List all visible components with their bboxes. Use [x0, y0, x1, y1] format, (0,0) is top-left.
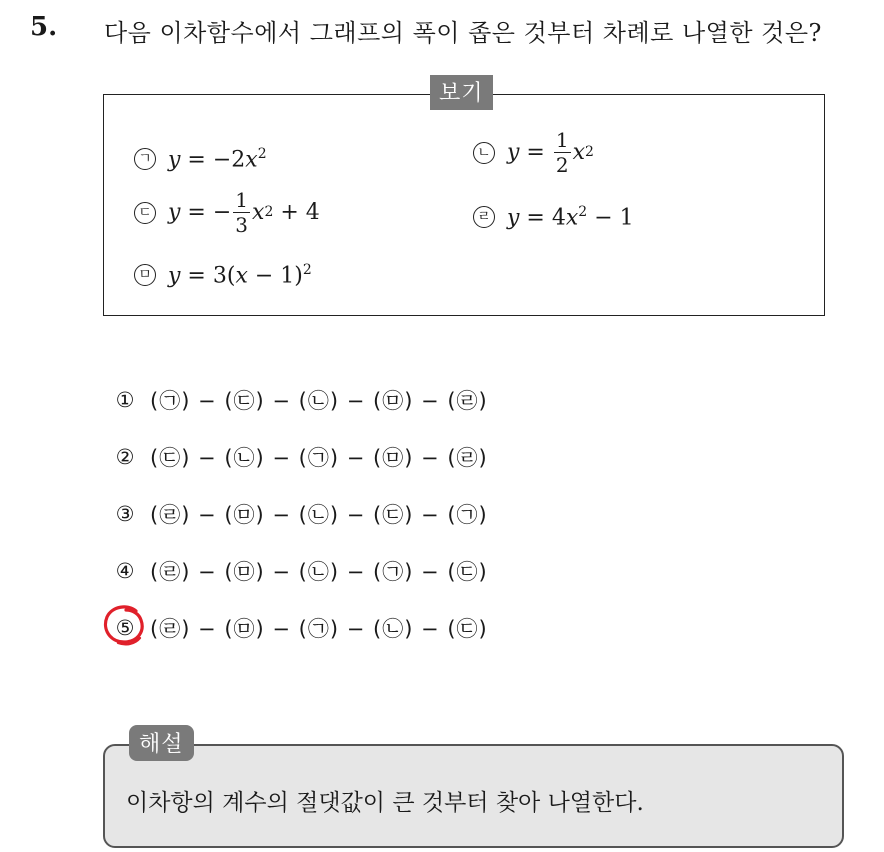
choice-sequence: (㉠) − (㉢) − (㉡) − (㉤) − (㉣) [150, 389, 488, 413]
bogi-item-nieun: ㄴ y = $\frac{1}{2}$ x 2 [473, 130, 594, 175]
bogi-title: 보기 [430, 75, 493, 110]
marker-digeut: ㄷ [134, 202, 156, 224]
choice-4[interactable] [112, 556, 488, 586]
bogi-item-rieul: ㄹ $y = 4x^2 - 1$ [473, 204, 634, 230]
explanation-title: 해설 [129, 725, 194, 761]
choice-number: ⑤ [115, 616, 135, 640]
choice-sequence: (㉢) − (㉡) − (㉠) − (㉤) − (㉣) [150, 446, 488, 470]
choice-number: ③ [115, 502, 135, 526]
question-text: 다음 이차함수에서 그래프의 폭이 좁은 것부터 차례로 나열한 것은? [104, 19, 822, 47]
choice-sequence: (㉣) − (㉤) − (㉠) − (㉡) − (㉢) [150, 617, 488, 641]
marker-nieun: ㄴ [473, 142, 495, 164]
choice-1[interactable] [112, 385, 488, 415]
choice-number: ② [115, 445, 135, 469]
choice-number: ④ [115, 559, 135, 583]
bogi-item-digeut: ㄷ y = − $\frac{1}{3}$ x 2 + 4 [134, 190, 320, 235]
choice-5[interactable] [112, 613, 488, 643]
choice-sequence: (㉣) − (㉤) − (㉡) − (㉠) − (㉢) [150, 560, 488, 584]
marker-mieum: ㅁ [134, 264, 156, 286]
bogi-item-mieum: ㅁ $y = 3(x - 1)^2$ [134, 262, 312, 288]
choice-number: ① [115, 388, 135, 412]
explanation-text: 이차항의 계수의 절댓값이 큰 것부터 찾아 나열한다. [126, 790, 644, 816]
question-number: 5. [30, 12, 58, 42]
marker-rieul: ㄹ [473, 206, 495, 228]
choice-2[interactable] [112, 442, 488, 472]
choice-sequence: (㉣) − (㉤) − (㉡) − (㉢) − (㉠) [150, 503, 488, 527]
choice-3[interactable] [112, 499, 488, 529]
marker-giyeok: ㄱ [134, 148, 156, 170]
answer-circle-mark [102, 603, 148, 647]
bogi-item-giyeok: ㄱ $y = -2x^2$ [134, 146, 267, 172]
